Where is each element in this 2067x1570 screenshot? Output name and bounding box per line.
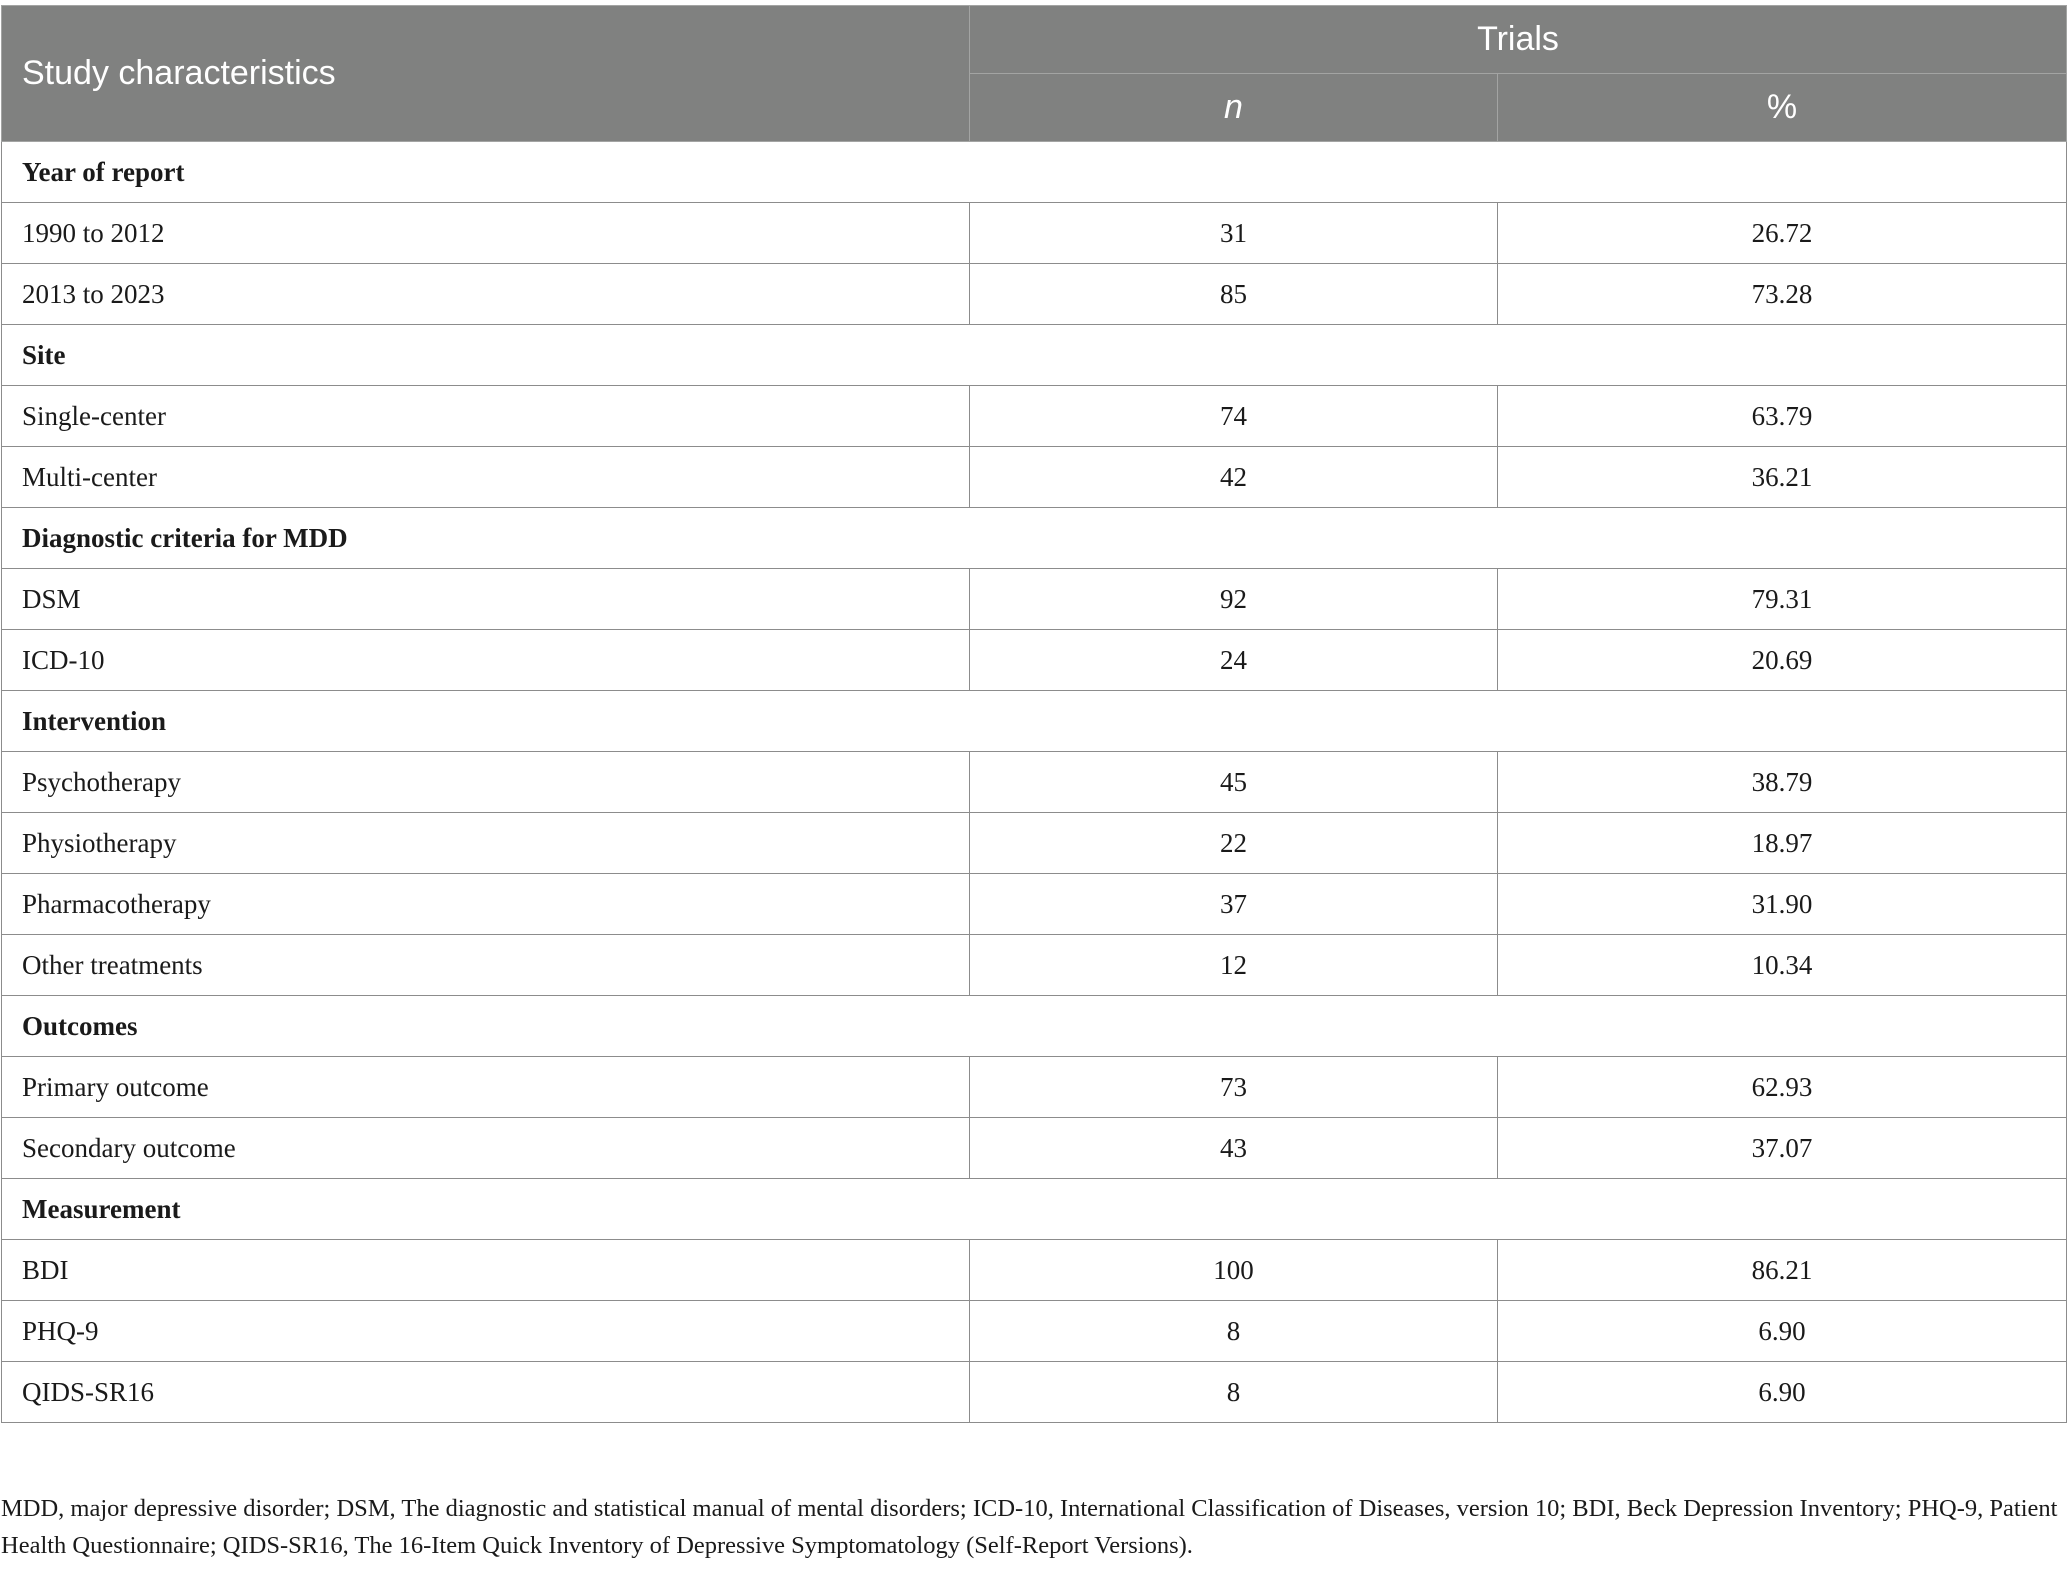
table-container bbox=[1, 5, 2066, 1423]
row-label: Single-center bbox=[2, 386, 970, 447]
section-title: Measurement bbox=[2, 1179, 2067, 1240]
header-trials: Trials bbox=[970, 6, 2067, 74]
section-title: Site bbox=[2, 325, 2067, 386]
table-row bbox=[2, 447, 2067, 508]
section-title: Intervention bbox=[2, 691, 2067, 752]
table-row bbox=[2, 1301, 2067, 1362]
table-row bbox=[2, 1118, 2067, 1179]
row-label: PHQ-9 bbox=[2, 1301, 970, 1362]
row-percent: 37.07 bbox=[1498, 1118, 2067, 1179]
header-study-characteristics: Study characteristics bbox=[2, 6, 970, 142]
row-n: 74 bbox=[970, 386, 1498, 447]
table-row bbox=[2, 1240, 2067, 1301]
table-row bbox=[2, 752, 2067, 813]
row-label: QIDS-SR16 bbox=[2, 1362, 970, 1423]
table-row bbox=[2, 630, 2067, 691]
row-n: 8 bbox=[970, 1301, 1498, 1362]
row-percent: 26.72 bbox=[1498, 203, 2067, 264]
header-percent: % bbox=[1498, 74, 2067, 142]
section-title: Diagnostic criteria for MDD bbox=[2, 508, 2067, 569]
row-percent: 20.69 bbox=[1498, 630, 2067, 691]
row-percent: 10.34 bbox=[1498, 935, 2067, 996]
row-label: 1990 to 2012 bbox=[2, 203, 970, 264]
table-body bbox=[2, 142, 2067, 1423]
table-row bbox=[2, 874, 2067, 935]
row-n: 73 bbox=[970, 1057, 1498, 1118]
table-row bbox=[2, 569, 2067, 630]
row-percent: 86.21 bbox=[1498, 1240, 2067, 1301]
row-label: Pharmacotherapy bbox=[2, 874, 970, 935]
section-row bbox=[2, 325, 2067, 386]
row-n: 92 bbox=[970, 569, 1498, 630]
row-percent: 38.79 bbox=[1498, 752, 2067, 813]
section-row bbox=[2, 508, 2067, 569]
row-label: Psychotherapy bbox=[2, 752, 970, 813]
table-row bbox=[2, 203, 2067, 264]
table-row bbox=[2, 386, 2067, 447]
row-label: ICD-10 bbox=[2, 630, 970, 691]
row-n: 43 bbox=[970, 1118, 1498, 1179]
table-footnote: MDD, major depressive disorder; DSM, The diagnostic and statistical manual of mental disorders; ICD-10, International Classification of Diseases, version 10; BDI, Beck Depression Inventory; PHQ-9, Patient Health Questionnaire; QIDS-SR16, The 16-Item Quick Inventory of Depressive Symptomatology (Self-Report Versions). bbox=[1, 1495, 2058, 1559]
row-n: 22 bbox=[970, 813, 1498, 874]
row-percent: 6.90 bbox=[1498, 1301, 2067, 1362]
section-title: Year of report bbox=[2, 142, 2067, 203]
table-row bbox=[2, 1362, 2067, 1423]
row-percent: 79.31 bbox=[1498, 569, 2067, 630]
section-row bbox=[2, 691, 2067, 752]
table-row bbox=[2, 935, 2067, 996]
row-label: Physiotherapy bbox=[2, 813, 970, 874]
row-n: 45 bbox=[970, 752, 1498, 813]
row-n: 37 bbox=[970, 874, 1498, 935]
row-label: DSM bbox=[2, 569, 970, 630]
row-label: Primary outcome bbox=[2, 1057, 970, 1118]
row-label: Other treatments bbox=[2, 935, 970, 996]
table-row bbox=[2, 264, 2067, 325]
row-n: 85 bbox=[970, 264, 1498, 325]
row-percent: 31.90 bbox=[1498, 874, 2067, 935]
row-label: Secondary outcome bbox=[2, 1118, 970, 1179]
row-n: 42 bbox=[970, 447, 1498, 508]
row-percent: 6.90 bbox=[1498, 1362, 2067, 1423]
table-row bbox=[2, 1057, 2067, 1118]
header-n: n bbox=[970, 74, 1498, 142]
table-header bbox=[2, 6, 2067, 142]
row-label: Multi-center bbox=[2, 447, 970, 508]
section-row bbox=[2, 1179, 2067, 1240]
row-percent: 62.93 bbox=[1498, 1057, 2067, 1118]
section-row bbox=[2, 142, 2067, 203]
row-percent: 73.28 bbox=[1498, 264, 2067, 325]
table-row bbox=[2, 813, 2067, 874]
row-label: 2013 to 2023 bbox=[2, 264, 970, 325]
row-n: 100 bbox=[970, 1240, 1498, 1301]
row-n: 12 bbox=[970, 935, 1498, 996]
section-row bbox=[2, 996, 2067, 1057]
row-n: 24 bbox=[970, 630, 1498, 691]
row-percent: 18.97 bbox=[1498, 813, 2067, 874]
row-label: BDI bbox=[2, 1240, 970, 1301]
study-characteristics-table bbox=[1, 5, 2067, 1423]
row-percent: 63.79 bbox=[1498, 386, 2067, 447]
row-n: 31 bbox=[970, 203, 1498, 264]
row-n: 8 bbox=[970, 1362, 1498, 1423]
section-title: Outcomes bbox=[2, 996, 2067, 1057]
header-row-top bbox=[2, 6, 2067, 74]
row-percent: 36.21 bbox=[1498, 447, 2067, 508]
